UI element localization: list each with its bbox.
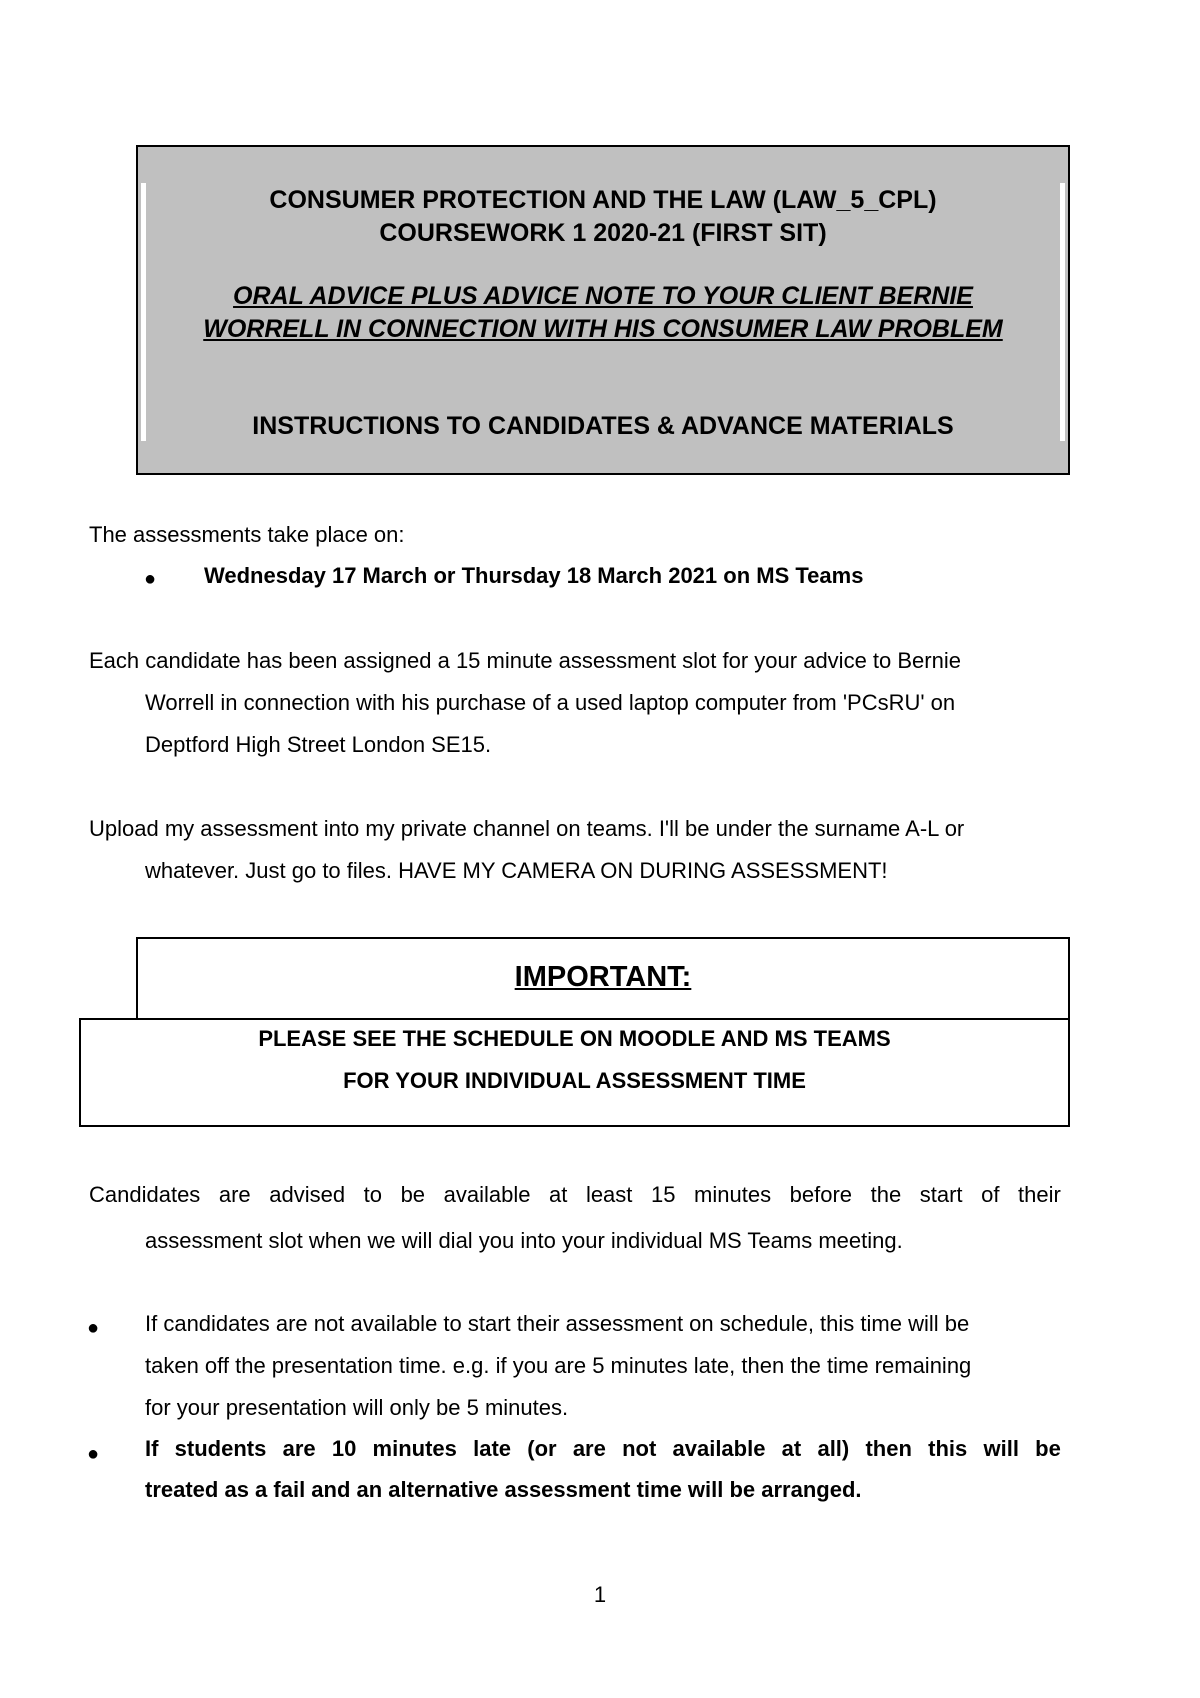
availability-word: at: [549, 1182, 568, 1207]
important-heading: IMPORTANT:: [514, 961, 692, 993]
task-title-line-1: ORAL ADVICE PLUS ADVICE NOTE TO YOUR CLIENT BERNIE: [233, 282, 973, 310]
availability-word: 15: [650, 1182, 676, 1207]
fail-rule-word: students: [174, 1436, 267, 1461]
assessment-date-lead: The assessments take place on:: [89, 522, 405, 547]
fail-rule-word: will: [983, 1436, 1019, 1461]
late-rule-line-1: If candidates are not available to start their assessment on schedule, this time will be: [145, 1311, 970, 1336]
fail-rule-word: late: [473, 1436, 512, 1461]
availability-word: least: [585, 1182, 633, 1207]
availability-word: are: [218, 1182, 251, 1207]
availability-word: minutes: [694, 1182, 772, 1207]
important-line-2: FOR YOUR INDIVIDUAL ASSESSMENT TIME: [343, 1068, 806, 1093]
availability-paragraph-line-2: assessment slot when we will dial you into your individual MS Teams meeting.: [145, 1228, 903, 1253]
availability-word: advised: [269, 1182, 346, 1207]
coursework-title: COURSEWORK 1 2020-21 (FIRST SIT): [379, 219, 827, 247]
assessment-dates: Wednesday 17 March or Thursday 18 March 2021 on MS Teams: [204, 563, 864, 588]
bullet-icon: ●: [144, 568, 157, 590]
fail-rule-word: 10: [331, 1436, 357, 1461]
fail-rule-word: all): [817, 1436, 850, 1461]
fail-rule-word: this: [928, 1436, 968, 1461]
availability-word: the: [870, 1182, 902, 1207]
slot-paragraph-line-3: Deptford High Street London SE15.: [145, 732, 492, 757]
fail-rule-word: available: [672, 1436, 766, 1461]
availability-word: to: [363, 1182, 382, 1207]
fail-rule-word: then: [865, 1436, 912, 1461]
availability-word: be: [400, 1182, 426, 1207]
bullet-icon: ●: [87, 1443, 100, 1465]
availability-word: before: [789, 1182, 853, 1207]
fail-rule-word: are: [572, 1436, 606, 1461]
slot-paragraph-line-1: Each candidate has been assigned a 15 minute assessment slot for your advice to Bernie: [89, 648, 961, 673]
fail-rule-word: (or: [527, 1436, 557, 1461]
important-line-1: PLEASE SEE THE SCHEDULE ON MOODLE AND MS TEAMS: [258, 1026, 891, 1051]
availability-word: Candidates: [89, 1182, 201, 1207]
slot-paragraph-line-2: Worrell in connection with his purchase of a used laptop computer from 'PCsRU' on: [145, 690, 956, 715]
fail-rule-word: If: [145, 1436, 159, 1461]
page-number: 1: [593, 1582, 607, 1607]
title-box: [136, 145, 1070, 475]
task-title-line-2: WORRELL IN CONNECTION WITH HIS CONSUMER LAW PROBLEM: [203, 315, 1003, 343]
availability-word: their: [1018, 1182, 1061, 1207]
availability-paragraph-line-1: [89, 1182, 1061, 1208]
late-rule-line-3: for your presentation will only be 5 minutes.: [145, 1395, 569, 1420]
fail-rule-word: not: [622, 1436, 657, 1461]
late-rule-line-2: taken off the presentation time. e.g. if you are 5 minutes late, then the time remaining: [145, 1353, 972, 1378]
bullet-icon: ●: [87, 1317, 100, 1339]
fail-rule-line-1: [145, 1436, 1061, 1462]
important-box-body: [79, 1018, 1070, 1127]
fail-rule-word: be: [1035, 1436, 1061, 1461]
availability-word: of: [981, 1182, 1000, 1207]
availability-word: available: [443, 1182, 531, 1207]
instructions-title: INSTRUCTIONS TO CANDIDATES & ADVANCE MATERIALS: [252, 412, 954, 440]
upload-paragraph-line-1: Upload my assessment into my private channel on teams. I'll be under the surname A-L or: [89, 816, 965, 841]
upload-paragraph-line-2: whatever. Just go to files. HAVE MY CAMERA ON DURING ASSESSMENT!: [145, 858, 888, 883]
fail-rule-word: minutes: [372, 1436, 457, 1461]
module-title: CONSUMER PROTECTION AND THE LAW (LAW_5_CPL): [269, 186, 937, 214]
availability-word: start: [919, 1182, 963, 1207]
fail-rule-line-2: treated as a fail and an alternative assessment time will be arranged.: [145, 1477, 862, 1502]
important-box-header: [136, 937, 1070, 1019]
fail-rule-word: are: [282, 1436, 316, 1461]
fail-rule-word: at: [781, 1436, 802, 1461]
